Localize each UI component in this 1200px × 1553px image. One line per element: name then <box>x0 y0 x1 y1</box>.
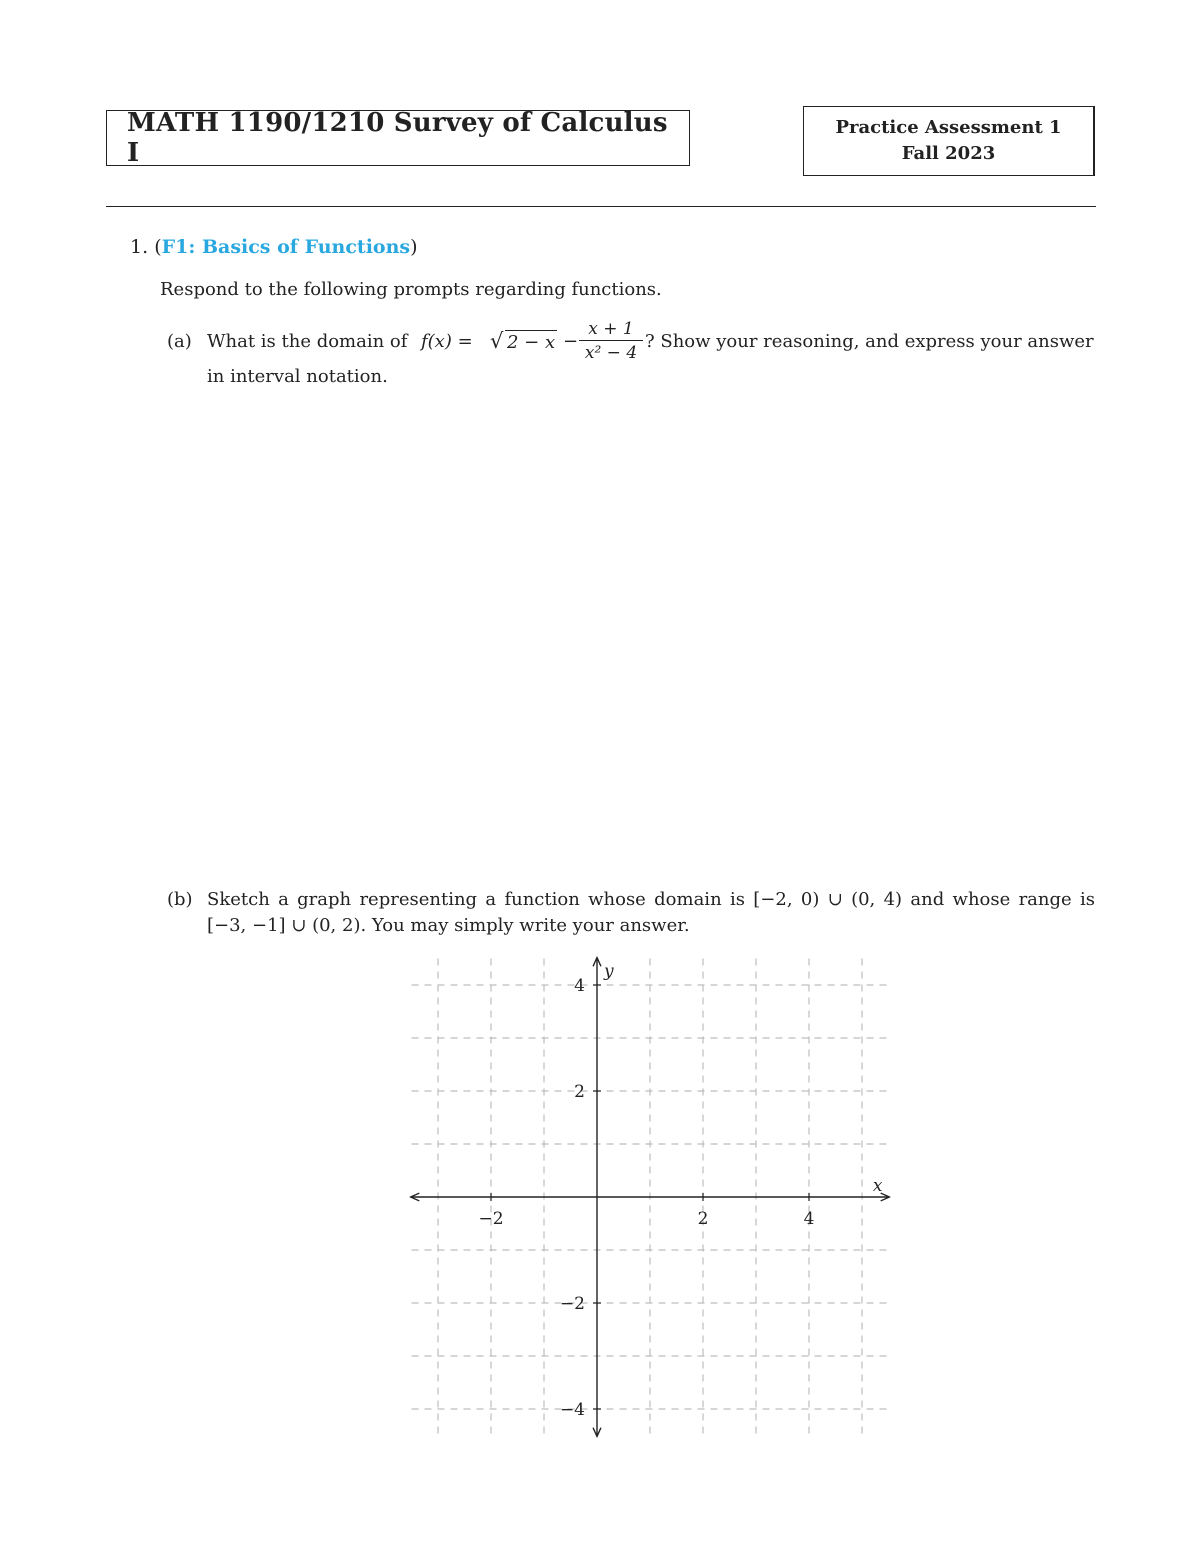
y-axis-label: y <box>604 961 614 982</box>
sqrt-symbol: √ <box>490 329 504 353</box>
y-tick-label: −2 <box>559 1294 585 1314</box>
part-b-label: (b) <box>167 889 193 910</box>
x-tick-label: 2 <box>697 1209 709 1229</box>
part-b-line2: [−3, −1] ∪ (0, 2). You may simply write your answer. <box>207 915 690 936</box>
sqrt-radicand: 2 − x <box>507 332 556 353</box>
course-title-text: MATH 1190/1210 Survey of Calculus I <box>127 108 668 168</box>
part-a-suffix: ? Show your reasoning, and express your answer <box>645 331 1094 352</box>
fraction-denominator: x² − 4 <box>584 343 638 363</box>
question-number: 1. <box>130 236 149 258</box>
x-tick-label: 4 <box>803 1209 815 1229</box>
fraction-numerator: x + 1 <box>579 318 643 341</box>
term: Fall 2023 <box>901 143 996 164</box>
x-tick-label: −2 <box>478 1209 504 1229</box>
y-tick-label: 2 <box>574 1082 585 1102</box>
part-a-label: (a) <box>167 331 192 352</box>
question-topic: F1: Basics of Functions <box>161 236 411 258</box>
assessment-name: Practice Assessment 1 <box>835 117 1062 138</box>
question-intro: Respond to the following prompts regarding functions. <box>160 279 662 300</box>
part-a-fx: f(x) = <box>421 331 473 352</box>
x-axis-label: x <box>872 1176 883 1196</box>
part-a-prefix: What is the domain of <box>207 331 408 352</box>
question-close-paren: ) <box>410 236 418 258</box>
part-a-line2: in interval notation. <box>207 366 388 387</box>
question-open-paren: ( <box>154 236 162 258</box>
minus-sign: − <box>563 331 579 352</box>
y-tick-label: 4 <box>574 976 585 996</box>
part-b-line1: Sketch a graph representing a function whose domain is [−2, 0) ∪ (0, 4) and whose range is <box>207 889 1095 910</box>
y-tick-label: −4 <box>559 1400 585 1420</box>
